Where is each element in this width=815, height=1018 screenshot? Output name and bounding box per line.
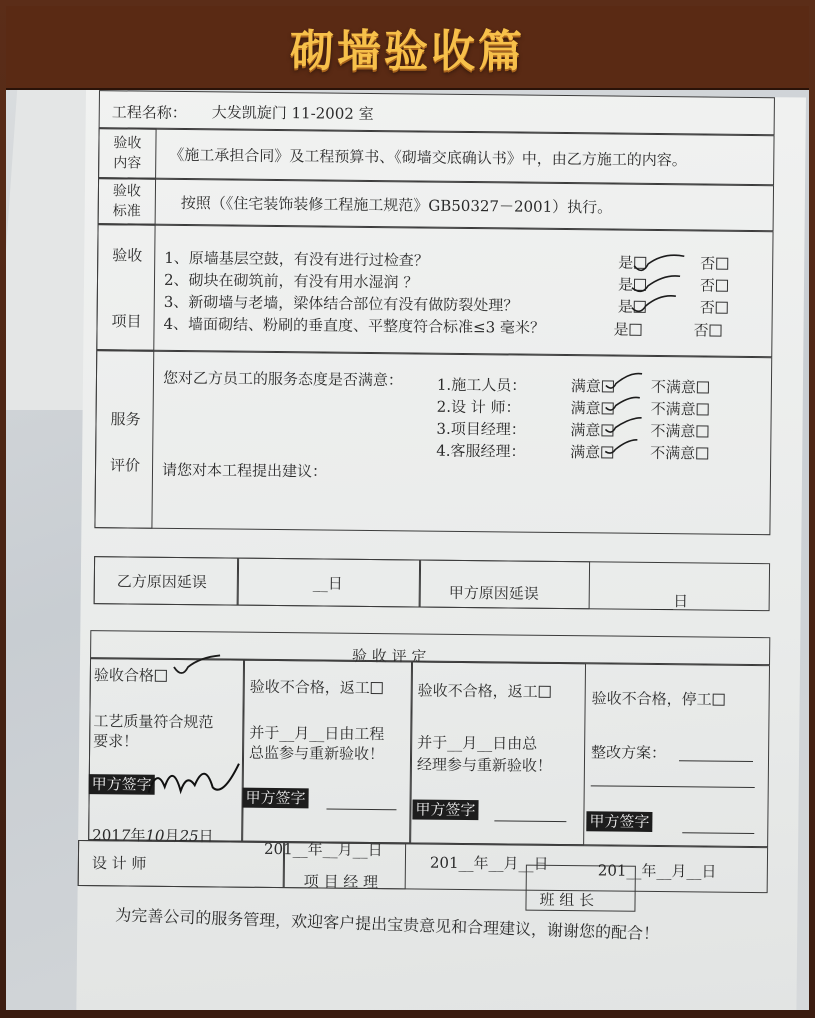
delay-party-a: 甲方原因延误 xyxy=(448,583,539,603)
document-photo xyxy=(6,90,809,1010)
item-2-no[interactable]: 否 xyxy=(700,276,728,294)
role-1-unsatisfied[interactable]: 不满意 xyxy=(651,378,709,397)
item-2-yes[interactable]: 是 xyxy=(618,276,646,294)
item-1-yes[interactable]: 是 xyxy=(618,254,646,272)
role-2-unsatisfied[interactable]: 不满意 xyxy=(651,400,709,419)
evaluation-title: 验 收 评 定 xyxy=(351,646,427,666)
items-label-cell xyxy=(96,224,155,351)
eval-rework2-body-2: 经理参与重新验收！ xyxy=(416,755,553,775)
eval-pass-body-2: 要求！ xyxy=(93,732,139,751)
checkbox[interactable] xyxy=(539,686,551,698)
handwritten-ticks-service xyxy=(597,367,668,458)
checkbox[interactable] xyxy=(371,682,383,694)
checkbox[interactable] xyxy=(697,403,709,415)
standard-text: 按照（《住宅装饰装修工程施工规范》GB50327－2001）执行。 xyxy=(180,193,613,217)
role-3-unsatisfied[interactable]: 不满意 xyxy=(650,422,708,441)
service-label-cell xyxy=(94,350,154,529)
service-label-1: 服务 xyxy=(110,410,141,429)
item-1: 1、原墙基层空鼓，有没有进行过检查？ xyxy=(164,248,429,270)
eval-rework-date: 201__年__月__日 xyxy=(263,839,383,860)
acceptance-form xyxy=(76,90,806,1010)
checkbox[interactable] xyxy=(696,425,708,437)
service-label-2: 评价 xyxy=(109,456,141,475)
eval-rework-sign-label: 甲方签字 xyxy=(242,788,308,809)
checkbox[interactable] xyxy=(155,670,167,682)
role-team-lead: 班 组 长 xyxy=(539,890,595,910)
role-designer: 设 计 师 xyxy=(91,854,147,873)
items-label-1: 验收 xyxy=(112,246,143,265)
item-3-no[interactable]: 否 xyxy=(700,298,728,316)
role-2-satisfied[interactable]: 满意 xyxy=(571,399,614,417)
items-label-2: 项目 xyxy=(111,312,142,331)
content-label-2: 内容 xyxy=(113,155,142,172)
role-2: 2.设 计 师： xyxy=(436,397,521,417)
role-1-satisfied[interactable]: 满意 xyxy=(571,377,614,395)
eval-rework-body-1: 并于__月__日由工程 xyxy=(249,723,385,744)
eval-rework2-sign-label: 甲方签字 xyxy=(412,799,478,820)
eval-stop-head[interactable]: 验收不合格，停工 xyxy=(592,689,725,708)
checkbox[interactable] xyxy=(696,447,708,459)
standard-label-1: 验收 xyxy=(112,183,142,200)
role-4-unsatisfied[interactable]: 不满意 xyxy=(650,444,708,463)
role-3-satisfied[interactable]: 满意 xyxy=(570,421,613,439)
role-4-satisfied[interactable]: 满意 xyxy=(570,443,613,461)
item-4-yes[interactable]: 是 xyxy=(613,321,641,339)
eval-rework-head[interactable]: 验收不合格，返工 xyxy=(250,678,383,697)
eval-rework2-head[interactable]: 验收不合格，返工 xyxy=(418,682,551,701)
delay-party-b: 乙方原因延误 xyxy=(116,572,207,592)
eval-stop-date: 201__年__月__日 xyxy=(597,861,717,881)
banner xyxy=(6,6,809,90)
item-2: 2、砌块在砌筑前，有没有用水湿润 ？ xyxy=(163,270,419,292)
role-3: 3.项目经理： xyxy=(436,419,526,439)
handwritten-ticks xyxy=(623,246,724,337)
item-1-no[interactable]: 否 xyxy=(700,254,728,272)
content-label-1: 验收 xyxy=(113,135,142,152)
project-value: 大发凯旋门 11-2002 室 xyxy=(211,103,374,124)
suggestion-label: 请您对本工程提出建议： xyxy=(161,460,328,481)
footer-note: 为完善公司的服务管理，欢迎客户提出宝贵意见和合理建议，谢谢您的配合！ xyxy=(115,905,660,944)
checkbox[interactable] xyxy=(713,694,725,706)
eval-pass-date: 2017年10月25日 xyxy=(92,826,214,846)
project-label: 工程名称： xyxy=(111,103,187,123)
banner-title: 砌墙验收篇 xyxy=(290,26,525,77)
eval-stop-sign-label: 甲方签字 xyxy=(586,811,652,832)
item-4: 4、墙面砌结、粉刷的垂直度、平整度符合标准≤3 毫米？ xyxy=(163,314,546,337)
eval-stop-body-1: 整改方案： xyxy=(590,743,667,763)
eval-rework2-body-1: 并于__月__日由总 xyxy=(417,733,538,753)
item-4-no[interactable]: 否 xyxy=(693,321,721,339)
eval-pass-head[interactable]: 验收合格 xyxy=(94,666,167,685)
service-question: 您对乙方员工的服务态度是否满意： xyxy=(162,368,404,390)
eval-rework2-date: 201__年__月__日 xyxy=(429,853,549,873)
role-1: 1.施工人员： xyxy=(436,375,527,395)
eval-pass-body-1: 工艺质量符合规范 xyxy=(93,712,214,732)
checkbox[interactable] xyxy=(697,381,709,393)
role-pm: 项 目 经 理 xyxy=(303,872,379,892)
item-3: 3、新砌墙与老墙，梁体结合部位有没有做防裂处理？ xyxy=(163,292,519,315)
standard-label-2: 标准 xyxy=(112,203,141,220)
delay-party-b-days: __日 xyxy=(312,574,343,593)
delay-party-a-days: ___日 xyxy=(650,591,689,611)
content-text: 《施工承担合同》及工程预算书、《砌墙交底确认书》中，由乙方施工的内容。 xyxy=(169,145,687,170)
eval-pass-sign-label: 甲方签字 xyxy=(89,774,155,795)
role-4: 4.客服经理： xyxy=(436,441,526,461)
handwritten-signature xyxy=(142,757,243,808)
handwritten-tick-pass xyxy=(170,653,230,684)
item-3-yes[interactable]: 是 xyxy=(618,298,646,316)
eval-rework-body-2: 总监参与重新验收！ xyxy=(248,743,385,764)
